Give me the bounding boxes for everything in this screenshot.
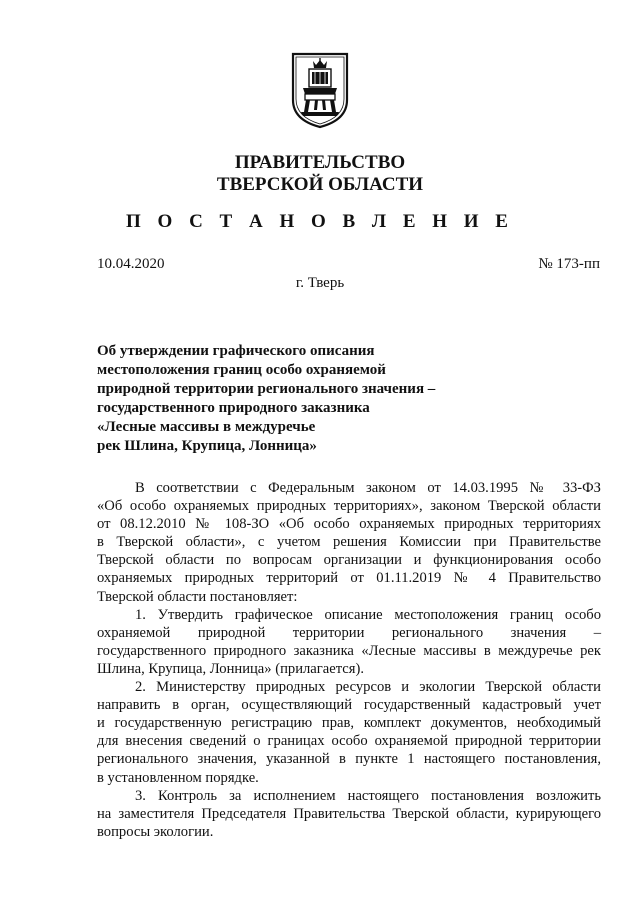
paragraph-line: Тверской области постановляет: [97, 588, 298, 605]
paragraph-line: государственного природного заказника «Лесные массивы в междуречье рек [97, 642, 601, 659]
document-number: № 173-пп [538, 256, 600, 272]
paragraph-line: вопросы экологии. [97, 823, 214, 840]
paragraph-line: направить в орган, осуществляющий государственный кадастровый учет [97, 697, 601, 714]
paragraph-line: на заместителя Председателя Правительства Тверской области, курирующего [97, 805, 601, 822]
subject-line: Об утверждении графического описания [97, 343, 375, 359]
preamble-paragraph [97, 479, 601, 606]
subject-line: «Лесные массивы в междуречье [97, 419, 316, 435]
paragraph-line: в установленном порядке. [97, 769, 259, 786]
document-city: г. Тверь [295, 275, 345, 291]
subject-line: природной территории регионального значения – [97, 381, 436, 397]
paragraph-line: для внесения сведений о границах особо охраняемой природной территории [97, 733, 601, 750]
subject-line: государственного природного заказника [97, 400, 370, 416]
paragraph-line: от 08.12.2010 № 108-ЗО «Об особо охраняемых природных территориях [97, 516, 601, 533]
subject-line: рек Шлина, Крупица, Лонница» [97, 438, 317, 454]
paragraph-line: Шлина, Крупица, Лонница» (прилагается). [97, 660, 364, 677]
paragraph-line: в Тверской области», с учетом решения Комиссии при Правительстве [97, 534, 601, 551]
item-3-paragraph [97, 787, 601, 841]
paragraph-line: 2. Министерству природных ресурсов и экологии Тверской области [135, 679, 601, 696]
item-1-paragraph [97, 606, 601, 678]
paragraph-line: В соответствии с Федеральным законом от 14.03.1995 № 33-ФЗ [135, 480, 601, 496]
government-name-line1: ПРАВИТЕЛЬСТВО [234, 152, 406, 173]
government-name-line2: ТВЕРСКОЙ ОБЛАСТИ [216, 174, 424, 195]
paragraph-line: «Об особо охраняемых природных территориях», законом Тверской области [97, 498, 601, 515]
item-2-paragraph [97, 678, 601, 787]
document-subject [97, 342, 435, 456]
paragraph-line: охраняемой природной территории регионального значения – [97, 624, 601, 641]
paragraph-line: 1. Утвердить графическое описание местоположения границ особо [135, 606, 601, 623]
paragraph-line: и государственную регистрацию прав, комплект документов, необходимый [97, 715, 601, 732]
document-date: 10.04.2020 [97, 256, 165, 272]
document-type-title: П О С Т А Н О В Л Е Н И Е [126, 211, 514, 232]
coat-of-arms-icon [291, 52, 349, 129]
paragraph-line: 3. Контроль за исполнением настоящего постановления возложить [135, 787, 601, 804]
subject-line: местоположения границ особо охраняемой [97, 362, 386, 378]
paragraph-line: охраняемых природных территорий от 01.11.2019 № 4 Правительство [97, 570, 601, 587]
paragraph-line: регионального значения, указанной в пункте 1 настоящего постановления, [97, 751, 601, 768]
paragraph-line: Тверской области по вопросам организации и функционирования особо [97, 552, 601, 569]
